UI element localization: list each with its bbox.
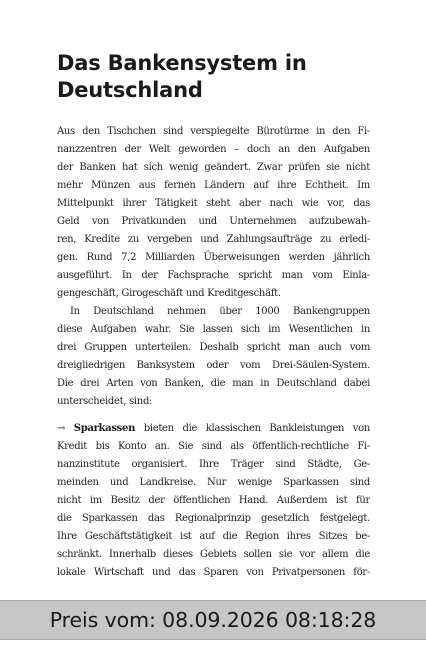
text-line: nicht im Besitz der öffentlichen Hand. Außerdem ist für: [57, 495, 370, 506]
term-sparkassen: Sparkassen: [73, 423, 136, 434]
text-line: gengeschäft, Girogeschäft und Kreditgeschäft.: [57, 288, 281, 299]
text-line: In Deutschland nehmen über 1000 Bankengruppen: [70, 306, 370, 317]
text-line: Geld von Privatkunden und Unternehmen aufzubewah-: [57, 216, 370, 227]
text-line: der Banken hat sich wenig geändert. Zwar prüfen sie nicht: [57, 162, 370, 173]
text-line: drei Gruppen unterteilen. Deshalb spricht man auch vom: [57, 342, 370, 353]
text-line: Mittelpunkt ihrer Tätigkeit steht aber nach wie vor, das: [57, 198, 370, 209]
text-line: nanzinstitute organisiert. Ihre Träger sind Städte, Ge-: [57, 459, 370, 470]
text-line: Die drei Arten von Banken, die man in Deutschland dabei: [57, 378, 370, 389]
text-line: lokale Wirtschaft und das Sparen von Privatpersonen för-: [57, 567, 370, 578]
text-line: die Sparkassen das Regionalprinzip gesetzlich festgelegt.: [57, 513, 370, 524]
text-line: nanzzentren der Welt geworden – doch an den Aufgaben: [57, 144, 370, 155]
text-line: diese Aufgaben wahr. Sie lassen sich im Wesentlichen in: [57, 324, 370, 335]
price-banner-text: Preis vom: 08.09.2026 08:18:28: [49, 608, 377, 632]
text-line: meinden und Landkreise. Nur wenige Sparkassen sind: [57, 477, 370, 488]
text-line: schränkt. Innerhalb dieses Gebiets sollen sie vor allem die: [57, 549, 370, 560]
chapter-heading-line-1: Das Bankensystem in: [57, 51, 307, 75]
price-banner: [0, 600, 426, 640]
text-line: unterscheidet, sind:: [57, 396, 153, 407]
text-line: Kredit bis Konto an. Sie sind als öffentlich-rechtliche Fi-: [57, 441, 370, 452]
chapter-heading-line-2: Deutschland: [57, 78, 203, 102]
text-line: ren, Kredite zu vergeben und Zahlungsaufträge zu erledi-: [57, 234, 370, 245]
text-line: Aus den Tischchen sind verspiegelte Bürotürme in den Fi-: [57, 126, 370, 137]
text-line: ausgeführt. In der Fachsprache spricht man vom Einla-: [57, 270, 370, 281]
text-fragment: bieten die klassischen Bankleistungen von: [135, 423, 370, 434]
text-line: mehr Münzen aus fernen Ländern auf ihre Echtheit. Im: [57, 180, 370, 191]
text-line: Ihre Geschäftstätigkeit ist auf die Region ihres Sitzes be-: [57, 531, 370, 542]
text-line: dreigliedrigen Banksystem oder vom Drei-Säulen-System.: [57, 360, 370, 371]
chapter-heading: [57, 50, 387, 104]
text-line: [57, 420, 370, 438]
text-line: gen. Rund 7,2 Milliarden Überweisungen werden jährlich: [57, 252, 370, 263]
arrow-icon: →: [57, 423, 66, 434]
page-bottom-margin: [0, 640, 426, 648]
